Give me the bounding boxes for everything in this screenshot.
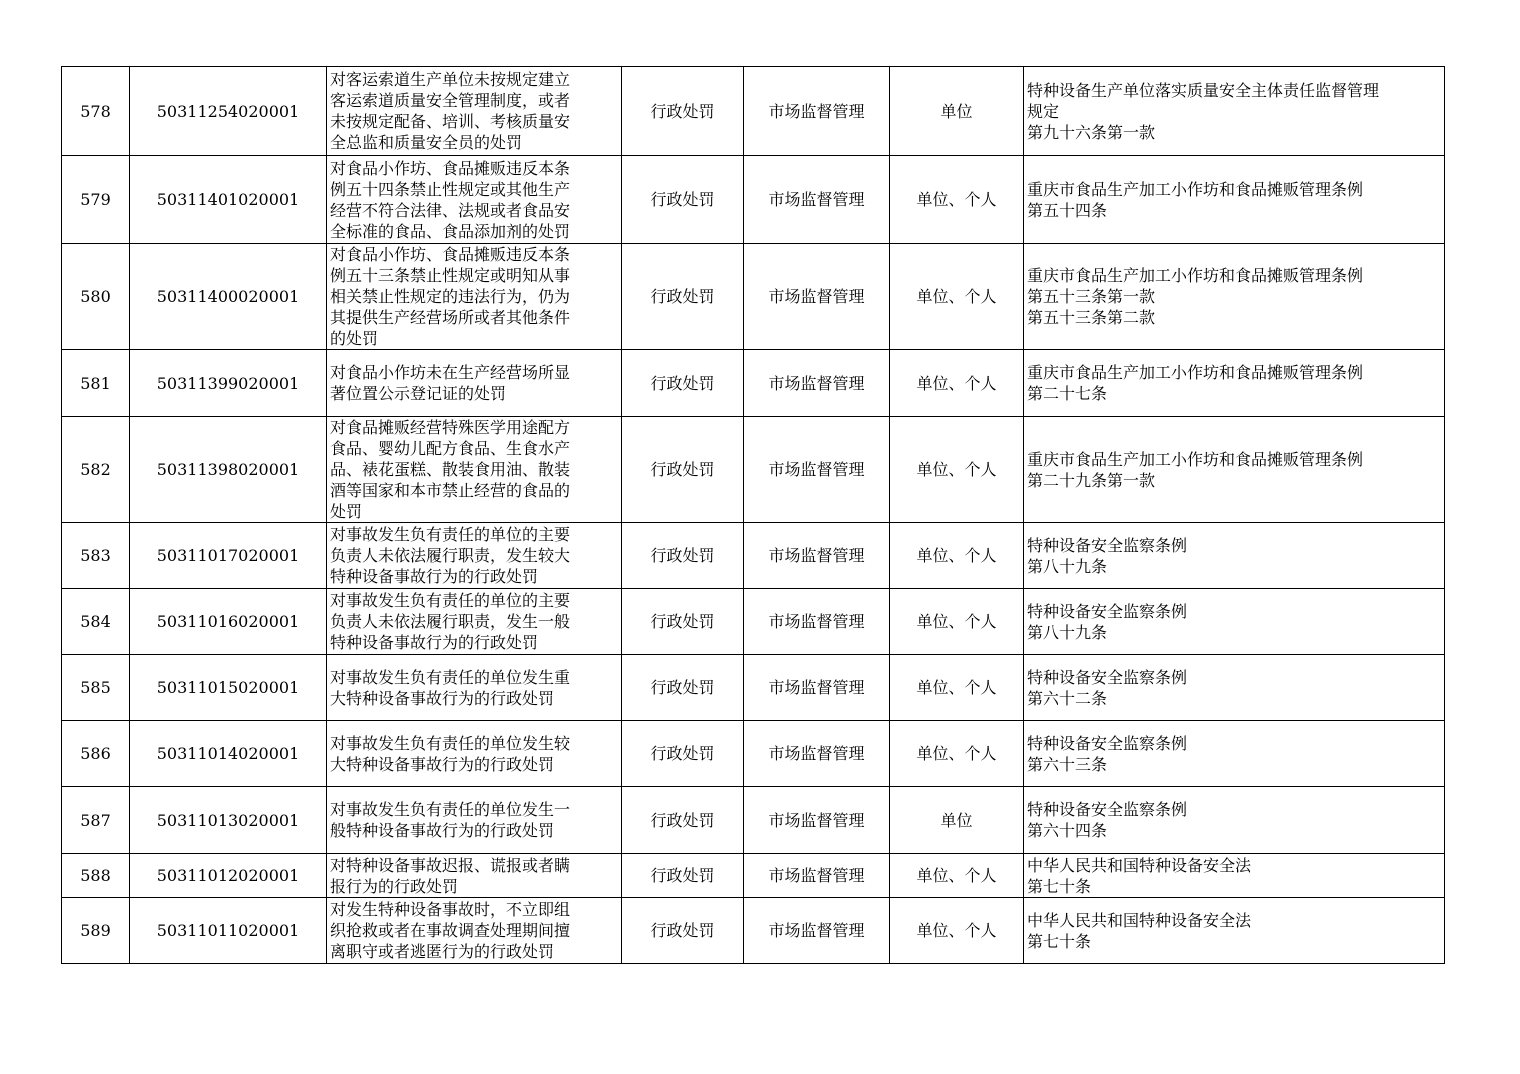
row-number-cell: 578 [62,67,130,156]
legal-basis-line: 第八十九条 [1027,556,1108,576]
item-name-line: 著位置公示登记证的处罚 [330,384,507,403]
item-name-line: 例五十三条禁止性规定或明知从事 [330,266,571,285]
row-number-cell: 583 [62,523,130,589]
legal-basis-line: 重庆市食品生产加工小作坊和食品摊贩管理条例 [1027,363,1364,382]
table-row [62,854,1445,898]
item-code-cell: 50311011020001 [130,898,327,964]
legal-basis-line: 第二十七条 [1027,384,1108,403]
table-row [62,721,1445,787]
legal-basis-cell [1024,156,1445,244]
item-name-line: 对特种设备事故迟报、谎报或者瞒 [330,855,571,875]
legal-basis-cell [1024,350,1445,417]
legal-basis-line: 重庆市食品生产加工小作坊和食品摊贩管理条例 [1027,266,1364,285]
item-name-line: 其提供生产经营场所或者其他条件 [330,308,571,327]
legal-basis-line: 重庆市食品生产加工小作坊和食品摊贩管理条例 [1027,179,1364,199]
legal-basis-line: 第九十六条第一款 [1027,122,1156,142]
item-type-cell: 行政处罚 [622,417,744,523]
row-number-cell: 582 [62,417,130,523]
legal-basis-line: 特种设备安全监察条例 [1027,535,1188,555]
department-cell: 市场监督管理 [744,655,890,721]
legal-basis-line: 特种设备安全监察条例 [1027,733,1188,753]
item-code-cell: 50311015020001 [130,655,327,721]
item-name-cell [327,156,622,244]
department-cell: 市场监督管理 [744,417,890,523]
legal-basis-line: 重庆市食品生产加工小作坊和食品摊贩管理条例 [1027,449,1364,469]
item-code-cell: 50311254020001 [130,67,327,156]
penalty-items-table [61,66,1445,964]
item-name-line: 负责人未依法履行职责，发生较大 [330,546,571,565]
item-name-line: 对食品小作坊未在生产经营场所显 [330,363,571,382]
legal-basis-line: 特种设备安全监察条例 [1027,601,1188,621]
item-name-cell [327,417,622,523]
table-row [62,417,1445,523]
subject-cell: 单位、个人 [890,417,1024,523]
item-name-cell [327,350,622,417]
legal-basis-line: 特种设备生产单位落实质量安全主体责任监督管理 [1027,80,1380,100]
legal-basis-line: 第七十条 [1027,931,1092,951]
item-code-cell: 50311016020001 [130,589,327,655]
item-type-cell: 行政处罚 [622,523,744,589]
item-name-line: 对发生特种设备事故时，不立即组 [330,900,571,919]
department-cell: 市场监督管理 [744,244,890,350]
item-name-cell [327,67,622,156]
row-number-cell: 586 [62,721,130,787]
item-code-cell: 50311400020001 [130,244,327,350]
row-number-cell: 585 [62,655,130,721]
legal-basis-line: 特种设备安全监察条例 [1027,667,1188,687]
item-type-cell: 行政处罚 [622,655,744,721]
subject-cell: 单位 [890,787,1024,854]
item-name-line: 对食品摊贩经营特殊医学用途配方 [330,418,571,437]
legal-basis-line: 第八十九条 [1027,622,1108,642]
item-name-line: 对事故发生负有责任的单位的主要 [330,525,571,544]
table-row [62,244,1445,350]
item-name-line: 负责人未依法履行职责，发生一般 [330,612,571,631]
item-name-line: 对食品小作坊、食品摊贩违反本条 [330,158,571,178]
item-type-cell: 行政处罚 [622,244,744,350]
legal-basis-line: 第二十九条第一款 [1027,470,1156,490]
legal-basis-cell [1024,523,1445,589]
item-name-cell [327,523,622,589]
legal-basis-line: 第六十三条 [1027,754,1108,774]
subject-cell: 单位、个人 [890,350,1024,417]
department-cell: 市场监督管理 [744,787,890,854]
subject-cell: 单位、个人 [890,244,1024,350]
row-number-cell: 580 [62,244,130,350]
item-name-line: 报行为的行政处罚 [330,876,459,896]
legal-basis-line: 第六十四条 [1027,821,1108,840]
item-code-cell: 50311012020001 [130,854,327,898]
legal-basis-cell [1024,589,1445,655]
row-number-cell: 581 [62,350,130,417]
legal-basis-cell [1024,854,1445,898]
item-code-cell: 50311398020001 [130,417,327,523]
legal-basis-cell [1024,721,1445,787]
item-name-line: 特种设备事故行为的行政处罚 [330,633,539,652]
item-name-line: 般特种设备事故行为的行政处罚 [330,821,555,840]
subject-cell: 单位、个人 [890,898,1024,964]
item-name-line: 未按规定配备、培训、考核质量安 [330,112,571,131]
subject-cell: 单位、个人 [890,589,1024,655]
item-name-line: 的处罚 [330,329,379,348]
item-name-line: 相关禁止性规定的违法行为，仍为 [330,287,571,306]
row-number-cell: 588 [62,854,130,898]
department-cell: 市场监督管理 [744,156,890,244]
item-name-line: 酒等国家和本市禁止经营的食品的 [330,481,571,500]
item-name-line: 织抢救或者在事故调查处理期间擅 [330,921,571,940]
department-cell: 市场监督管理 [744,854,890,898]
subject-cell: 单位、个人 [890,721,1024,787]
subject-cell: 单位、个人 [890,854,1024,898]
item-name-cell [327,898,622,964]
item-code-cell: 50311401020001 [130,156,327,244]
legal-basis-line: 中华人民共和国特种设备安全法 [1027,910,1252,930]
department-cell: 市场监督管理 [744,898,890,964]
subject-cell: 单位、个人 [890,156,1024,244]
subject-cell: 单位 [890,67,1024,156]
item-name-cell [327,721,622,787]
subject-cell: 单位、个人 [890,655,1024,721]
item-name-line: 例五十四条禁止性规定或其他生产 [330,179,571,199]
row-number-cell: 584 [62,589,130,655]
item-type-cell: 行政处罚 [622,67,744,156]
legal-basis-line: 第六十二条 [1027,688,1108,708]
row-number-cell: 587 [62,787,130,854]
legal-basis-line: 中华人民共和国特种设备安全法 [1027,855,1252,875]
item-name-cell [327,854,622,898]
legal-basis-line: 特种设备安全监察条例 [1027,800,1188,819]
item-type-cell: 行政处罚 [622,854,744,898]
legal-basis-line: 第五十四条 [1027,200,1108,220]
legal-basis-line: 规定 [1027,101,1060,121]
item-type-cell: 行政处罚 [622,721,744,787]
row-number-cell: 579 [62,156,130,244]
legal-basis-cell [1024,67,1445,156]
table-row [62,156,1445,244]
item-name-line: 客运索道质量安全管理制度，或者 [330,91,571,110]
item-name-line: 对事故发生负有责任的单位发生一 [330,800,571,819]
department-cell: 市场监督管理 [744,350,890,417]
item-name-cell [327,787,622,854]
table-row [62,589,1445,655]
item-name-line: 经营不符合法律、法规或者食品安 [330,200,571,220]
item-name-line: 大特种设备事故行为的行政处罚 [330,754,555,774]
legal-basis-cell [1024,787,1445,854]
department-cell: 市场监督管理 [744,589,890,655]
item-type-cell: 行政处罚 [622,156,744,244]
department-cell: 市场监督管理 [744,721,890,787]
item-name-cell [327,589,622,655]
item-name-line: 大特种设备事故行为的行政处罚 [330,688,555,708]
item-name-line: 特种设备事故行为的行政处罚 [330,567,539,586]
row-number-cell: 589 [62,898,130,964]
item-name-line: 全标准的食品、食品添加剂的处罚 [330,221,571,241]
legal-basis-line: 第五十三条第二款 [1027,308,1156,327]
item-name-line: 对事故发生负有责任的单位的主要 [330,591,571,610]
item-name-line: 全总监和质量安全员的处罚 [330,133,523,152]
item-code-cell: 50311014020001 [130,721,327,787]
item-type-cell: 行政处罚 [622,898,744,964]
item-name-line: 处罚 [330,502,363,521]
item-type-cell: 行政处罚 [622,787,744,854]
department-cell: 市场监督管理 [744,523,890,589]
table-body [62,67,1445,964]
item-type-cell: 行政处罚 [622,589,744,655]
item-name-line: 对事故发生负有责任的单位发生重 [330,667,571,687]
item-code-cell: 50311399020001 [130,350,327,417]
legal-basis-line: 第五十三条第一款 [1027,287,1156,306]
legal-basis-cell [1024,655,1445,721]
item-name-line: 食品、婴幼儿配方食品、生食水产 [330,439,571,458]
item-name-line: 离职守或者逃匿行为的行政处罚 [330,942,555,961]
table-row [62,898,1445,964]
table-row [62,655,1445,721]
item-code-cell: 50311013020001 [130,787,327,854]
department-cell: 市场监督管理 [744,67,890,156]
item-name-cell [327,244,622,350]
legal-basis-cell [1024,244,1445,350]
table-row [62,67,1445,156]
table-row [62,350,1445,417]
item-name-line: 品、裱花蛋糕、散装食用油、散装 [330,460,571,479]
legal-basis-cell [1024,417,1445,523]
legal-basis-line: 第七十条 [1027,876,1092,896]
item-type-cell: 行政处罚 [622,350,744,417]
item-name-line: 对食品小作坊、食品摊贩违反本条 [330,245,571,264]
item-name-line: 对事故发生负有责任的单位发生较 [330,733,571,753]
legal-basis-cell [1024,898,1445,964]
table-row [62,523,1445,589]
item-code-cell: 50311017020001 [130,523,327,589]
item-name-cell [327,655,622,721]
subject-cell: 单位、个人 [890,523,1024,589]
item-name-line: 对客运索道生产单位未按规定建立 [330,70,571,89]
table-row [62,787,1445,854]
